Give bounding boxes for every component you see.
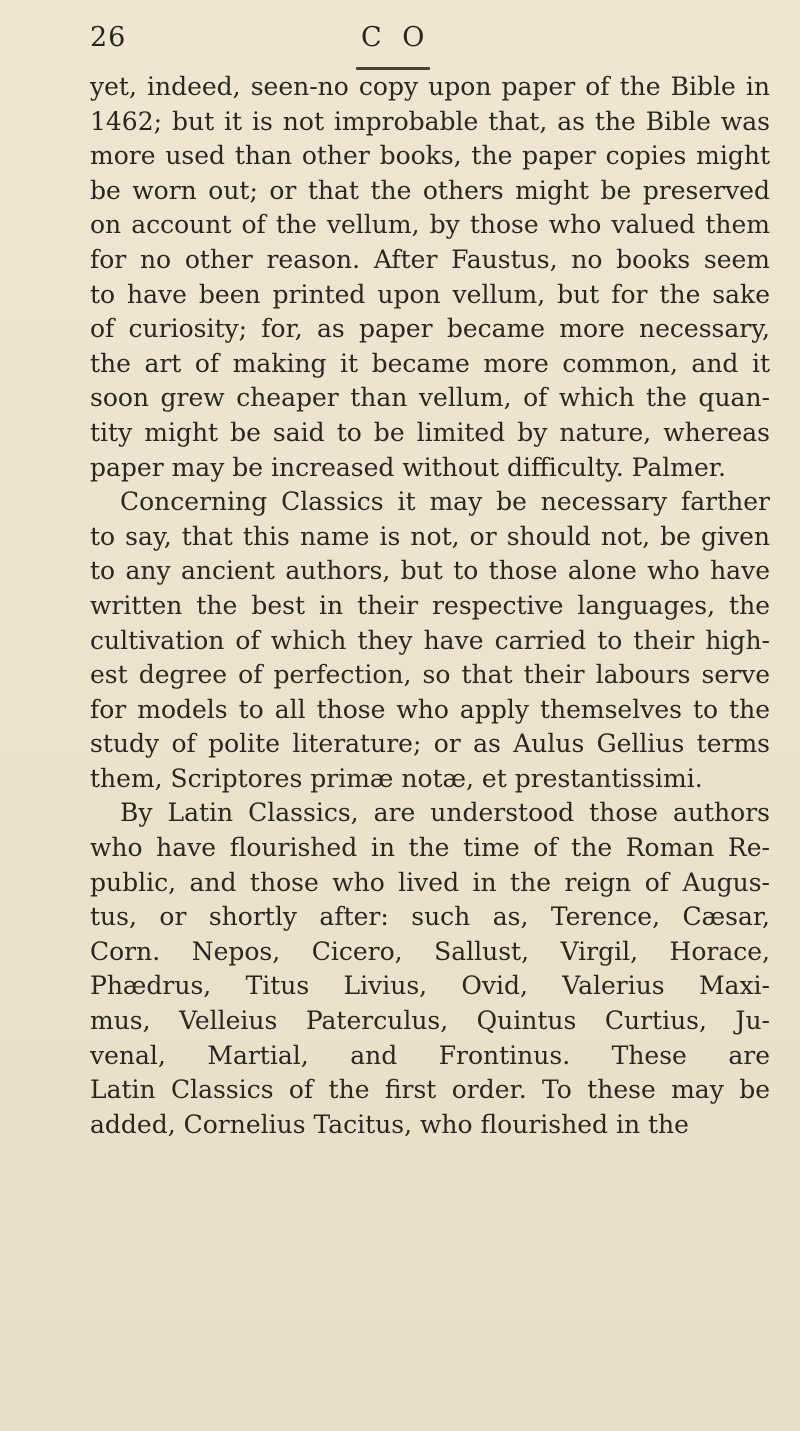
text-line: the art of making it became more common, and it [90, 348, 770, 378]
text-line: public, and those who lived in the reign of Augus- [90, 867, 770, 897]
text-line: be worn out; or that the others might be preserved [90, 175, 770, 205]
text-line: cultivation of which they have carried to their high- [90, 625, 770, 655]
text-line: yet, indeed, seen-no copy upon paper of the Bible in [90, 72, 770, 101]
text-line: Concerning Classics it may be necessary farther [120, 487, 770, 517]
text-line: mus, Velleius Paterculus, Quintus Curtius, Ju- [90, 1006, 770, 1036]
text-line: Phædrus, Titus Livius, Ovid, Valerius Maxi- [90, 971, 770, 1001]
text-line: them, Scriptores primæ notæ, et prestantissimi. [90, 763, 703, 793]
text-line: study of polite literature; or as Aulus Gellius terms [90, 729, 770, 759]
page-body [90, 70, 770, 1142]
signature-mark: C O [361, 22, 431, 53]
text-line: 1462; but it is not improbable that, as the Bible was [90, 106, 770, 136]
page-number: 26 [90, 22, 127, 53]
text-line: to say, that this name is not, or should not, be given [90, 521, 770, 551]
text-line: soon grew cheaper than vellum, of which the quan- [90, 383, 770, 413]
text-line: written the best in their respective languages, the [90, 590, 770, 620]
page-header [0, 20, 800, 60]
text-line: to have been printed upon vellum, but for the sake [90, 279, 770, 309]
text-line: tity might be said to be limited by nature, whereas [90, 417, 770, 447]
text-line: tus, or shortly after: such as, Terence, Cæsar, [90, 902, 770, 932]
text-line: for models to all those who apply themselves to the [90, 694, 770, 724]
text-line: By Latin Classics, are understood those authors [120, 798, 770, 828]
text-line: Corn. Nepos, Cicero, Sallust, Virgil, Horace, [90, 936, 770, 966]
text-line: of curiosity; for, as paper became more necessary, [90, 314, 770, 344]
text-line: more used than other books, the paper copies might [90, 141, 770, 171]
text-line: added, Cornelius Tacitus, who flourished in the [90, 1109, 689, 1139]
text-line: venal, Martial, and Frontinus. These are [90, 1040, 770, 1070]
text-line: Latin Classics of the first order. To these may be [90, 1075, 770, 1105]
text-line: paper may be increased without difficulty. Palmer. [90, 452, 726, 482]
text-line: who have flourished in the time of the Roman Re- [90, 833, 770, 863]
text-line: est degree of perfection, so that their labours serve [90, 660, 770, 690]
text-line: to any ancient authors, but to those alone who have [90, 556, 770, 586]
text-line: for no other reason. After Faustus, no books seem [90, 244, 770, 274]
text-line: on account of the vellum, by those who valued them [90, 210, 770, 240]
